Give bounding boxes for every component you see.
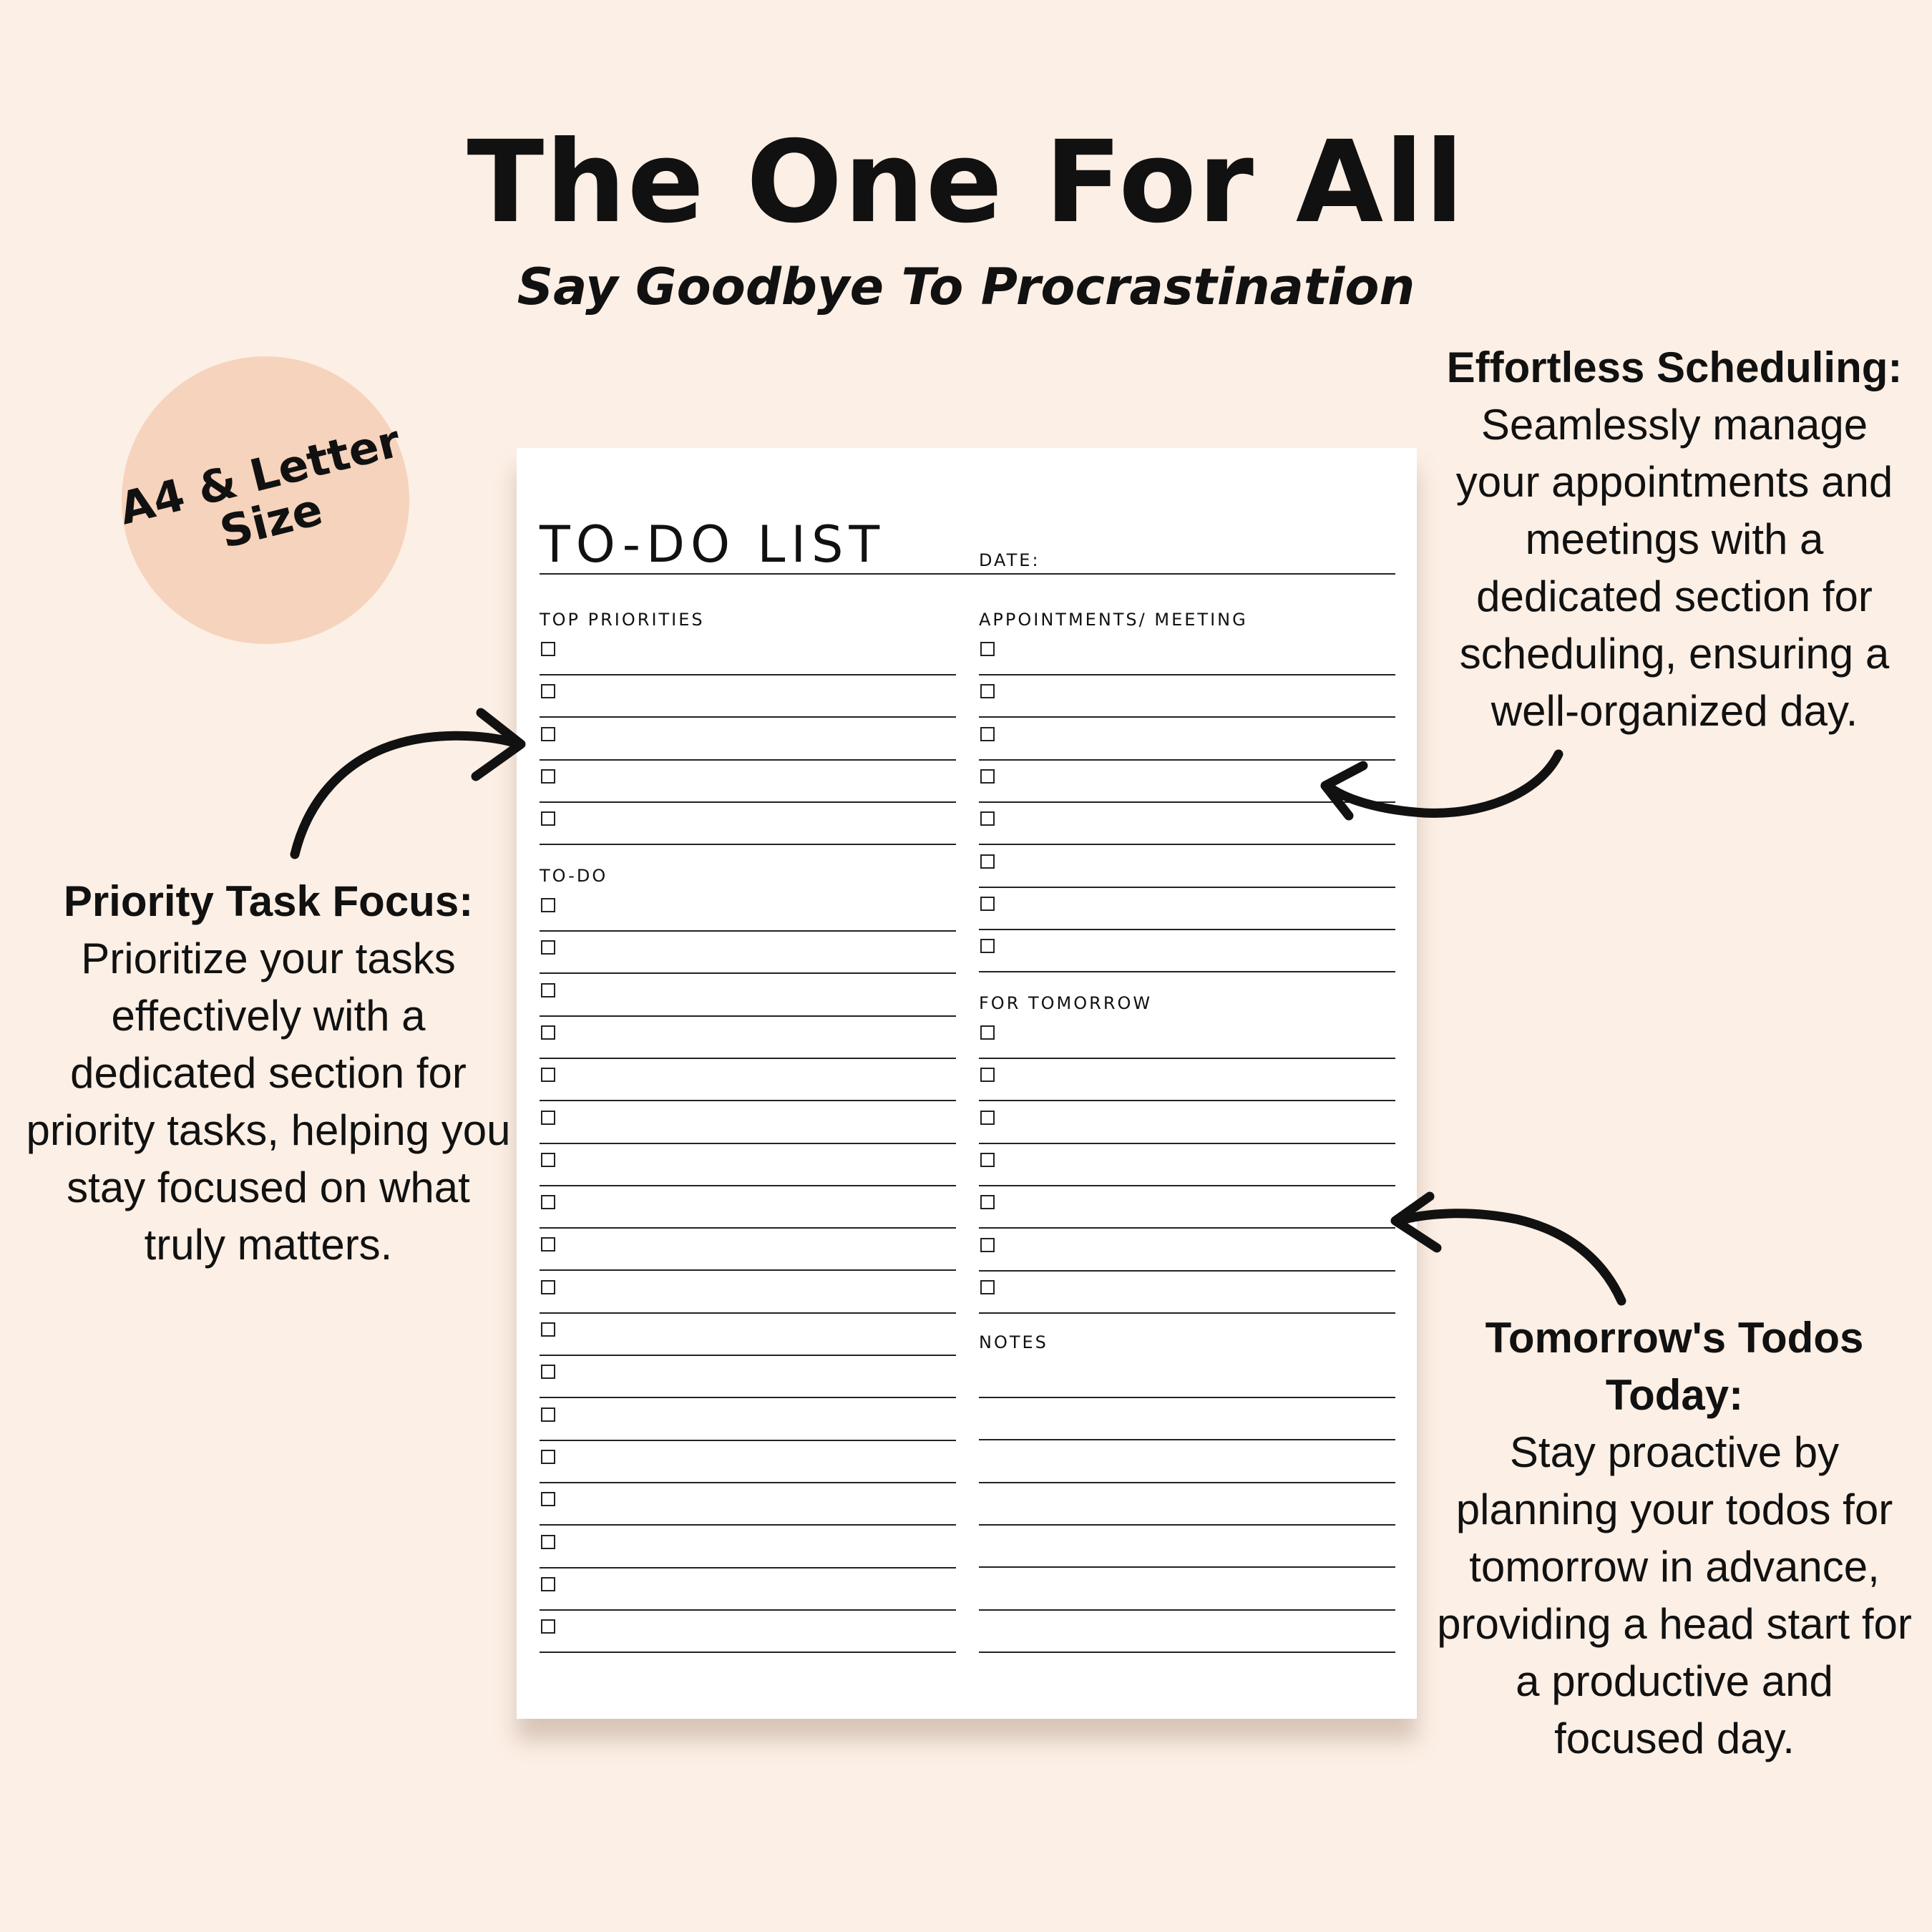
arrow-right-bottom-icon xyxy=(1395,1196,1621,1301)
headline: The One For All xyxy=(467,117,1465,248)
section-label-notes: NOTES xyxy=(979,1332,1048,1352)
arrow-left-icon xyxy=(295,713,521,854)
section-label-for-tomorrow: FOR TOMORROW xyxy=(979,993,1153,1013)
date-label: DATE: xyxy=(979,550,1040,570)
arrow-right-top-icon xyxy=(1325,754,1558,816)
section-label-todo: TO-DO xyxy=(540,866,608,886)
callout-title: Tomorrow's Todos Today: xyxy=(1485,1314,1864,1419)
callout-body: Stay proactive by planning your todos for tomorrow in advance, providing a head start for a productive and focused day. xyxy=(1437,1428,1912,1762)
callout-body: Seamlessly manage your appointments and meetings with a dedicated section for scheduling, ensuring a well-organized day. xyxy=(1455,401,1893,735)
callout-title: Priority Task Focus: xyxy=(63,877,474,925)
subheadline: Say Goodbye To Procrastination xyxy=(517,258,1415,316)
callout-body: Prioritize your tasks effectively with a dedicated section for priority tasks, helping you stay focused on what truly matters. xyxy=(26,935,511,1269)
sheet-title: TO-DO LIST xyxy=(540,515,886,574)
size-badge-text: A4 & Letter Size xyxy=(114,414,406,559)
section-label-appointments: APPOINTMENTS/ MEETING xyxy=(979,610,1248,630)
callout-title: Effortless Scheduling: xyxy=(1446,343,1903,391)
section-label-top-priorities: TOP PRIORITIES xyxy=(540,610,705,630)
